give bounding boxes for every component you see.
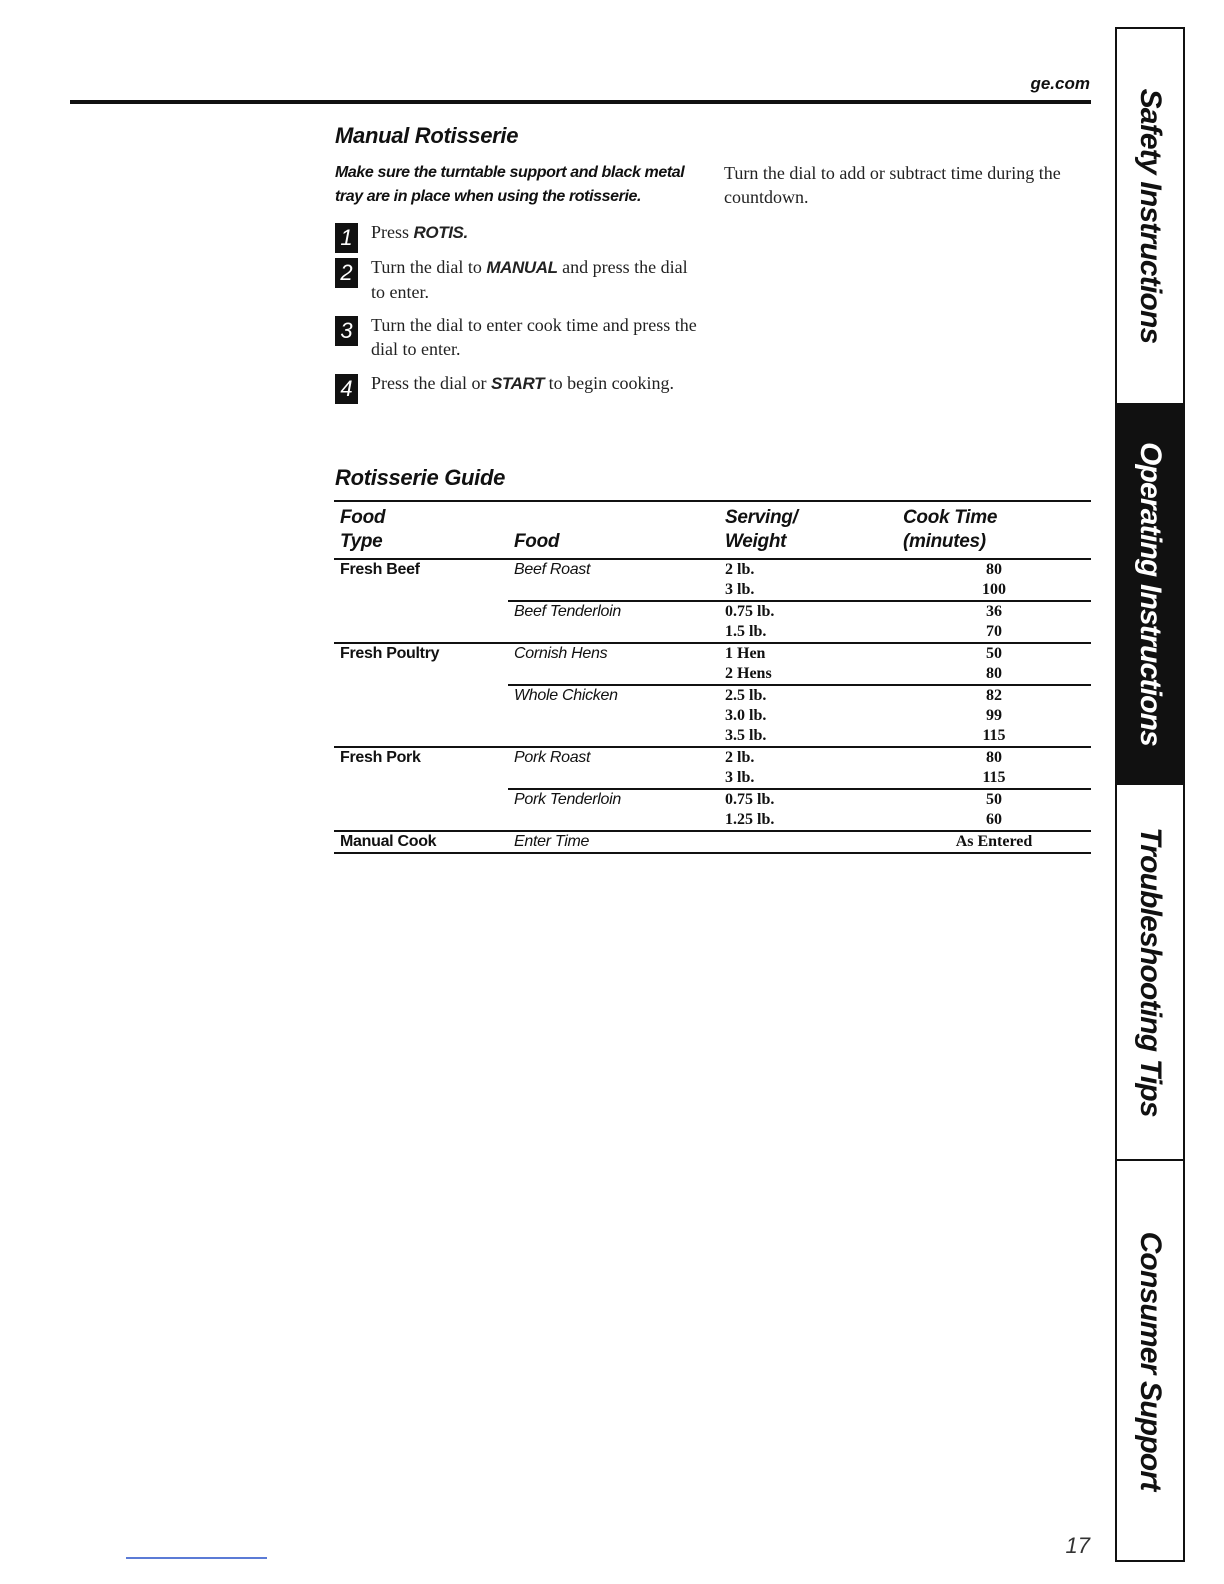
cook-time-cell: 50 60: [897, 789, 1091, 831]
weight-cell: [719, 831, 897, 853]
step-text: Turn the dial to MANUAL and press the dial to enter.: [371, 257, 688, 302]
food-cell: Whole Chicken: [508, 685, 719, 747]
step-number-badge: 4: [335, 374, 358, 404]
food-type-cell: Fresh Beef: [334, 559, 508, 643]
cook-time-cell: As Entered: [897, 831, 1091, 853]
page-number: 17: [1065, 1533, 1090, 1558]
food-cell: Pork Roast: [508, 747, 719, 789]
header-rule: [70, 100, 1091, 104]
step-4: [335, 371, 705, 401]
step-text: Press ROTIS.: [371, 222, 468, 242]
weight-cell: 0.75 lb. 1.25 lb.: [719, 789, 897, 831]
keyword-start: START: [490, 374, 545, 393]
cook-time-cell: 82 99 115: [897, 685, 1091, 747]
food-type-cell: Fresh Poultry: [334, 643, 508, 747]
header-food-type: Food Type: [334, 501, 508, 559]
weight-cell: 2.5 lb. 3.0 lb. 3.5 lb.: [719, 685, 897, 747]
cook-time-cell: 80 115: [897, 747, 1091, 789]
food-cell: Cornish Hens: [508, 643, 719, 685]
site-url: ge.com: [1030, 74, 1090, 93]
keyword-manual: MANUAL: [486, 258, 558, 277]
countdown-note: Turn the dial to add or subtract time during the countdown.: [724, 163, 1061, 207]
step-number-badge: 2: [335, 258, 358, 288]
tab-label: Safety Instructions: [1134, 88, 1167, 344]
table-row: [334, 747, 1091, 789]
table-row: [334, 831, 1091, 853]
food-cell: Beef Roast: [508, 559, 719, 601]
weight-cell: 2 lb. 3 lb.: [719, 747, 897, 789]
weight-cell: 0.75 lb. 1.5 lb.: [719, 601, 897, 643]
food-type-cell: Manual Cook: [334, 831, 508, 853]
food-type-cell: Fresh Pork: [334, 747, 508, 831]
step-3: [335, 313, 705, 361]
food-cell: Pork Tenderloin: [508, 789, 719, 831]
step-number-badge: 1: [335, 223, 358, 253]
table-row: [334, 559, 1091, 601]
cook-time-cell: 80 100: [897, 559, 1091, 601]
cook-time-cell: 50 80: [897, 643, 1091, 685]
cook-time-cell: 36 70: [897, 601, 1091, 643]
tab-safety-instructions[interactable]: [1117, 29, 1183, 403]
tab-label: Consumer Support: [1134, 1231, 1167, 1490]
header-serving-weight: Serving/ Weight: [719, 501, 897, 559]
rotisserie-lead-text: Make sure the turntable support and black metal tray are in place when using the rotisserie.: [335, 164, 685, 205]
food-cell: Beef Tenderloin: [508, 601, 719, 643]
tab-label: Troubleshooting Tips: [1134, 827, 1167, 1117]
keyword-rotis: ROTIS.: [413, 223, 468, 242]
header-food: Food: [508, 501, 719, 559]
tab-label: Operating Instructions: [1134, 441, 1167, 747]
tab-consumer-support[interactable]: [1117, 1159, 1183, 1560]
weight-cell: 1 Hen 2 Hens: [719, 643, 897, 685]
step-text: Press the dial or START to begin cooking.: [371, 373, 675, 393]
section-tabs: [1115, 27, 1185, 1562]
table-row: [334, 643, 1091, 685]
step-1: [335, 220, 705, 250]
header-cook-time: Cook Time (minutes): [897, 501, 1091, 559]
rotisserie-guide-heading: Rotisserie Guide: [335, 465, 506, 490]
food-cell: Enter Time: [508, 831, 719, 853]
rotisserie-guide-table: [334, 500, 1091, 854]
tab-troubleshooting-tips[interactable]: [1117, 783, 1183, 1159]
table-header-row: [334, 501, 1091, 559]
weight-cell: 2 lb. 3 lb.: [719, 559, 897, 601]
tab-operating-instructions[interactable]: [1117, 403, 1183, 783]
step-2: [335, 255, 705, 304]
step-text: Turn the dial to enter cook time and press the dial to enter.: [371, 315, 697, 359]
manual-rotisserie-heading: Manual Rotisserie: [335, 123, 519, 148]
footer-link-underline: [126, 1557, 267, 1559]
step-number-badge: 3: [335, 316, 358, 346]
